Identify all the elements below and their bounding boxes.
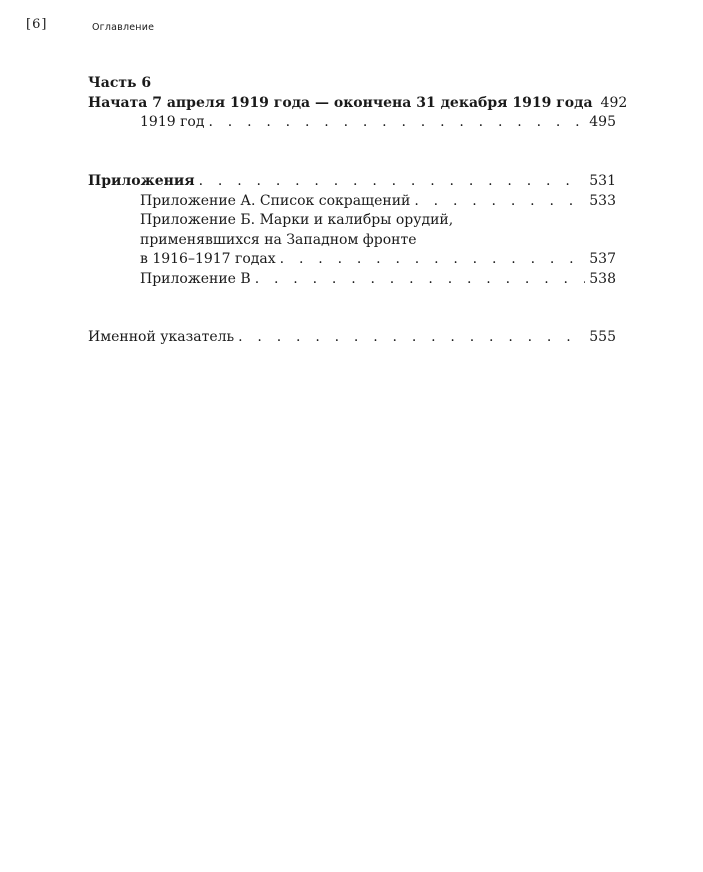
toc-entry-appendices[interactable] <box>88 172 616 192</box>
entry-title: Именной указатель <box>88 329 235 345</box>
entry-title: Начата 7 апреля 1919 года — окончена 31 декабря 1919 года <box>88 94 593 111</box>
toc-index <box>88 328 616 348</box>
entry-title: Приложения <box>88 173 195 189</box>
entry-title: Приложение А. Список сокращений <box>140 192 411 209</box>
entry-page: 555 <box>589 329 616 345</box>
toc-entry-part6-title[interactable] <box>88 94 628 114</box>
entry-page: 537 <box>589 251 616 267</box>
entry-page: 533 <box>589 192 616 209</box>
dot-leader <box>255 270 586 290</box>
dot-leader <box>199 172 586 192</box>
page-number: [6] <box>26 17 48 32</box>
running-head: Оглавление <box>92 22 155 33</box>
toc-part6 <box>88 74 628 133</box>
entry-title: Приложение В <box>140 270 251 287</box>
entry-title: 1919 год <box>140 114 205 130</box>
entry-page: 531 <box>589 173 616 189</box>
entry-page: 538 <box>589 270 616 287</box>
toc-entry-appendix-b[interactable] <box>88 250 616 270</box>
entry-title: в 1916–1917 годах <box>140 251 276 267</box>
toc-entry-appendix-a[interactable] <box>88 192 616 212</box>
dot-leader <box>208 113 585 133</box>
toc-entry-name-index[interactable] <box>88 328 616 348</box>
dot-leader <box>280 250 586 270</box>
dot-leader <box>238 328 585 348</box>
entry-page: 492 <box>600 94 628 111</box>
toc-entry-1919[interactable] <box>88 113 616 133</box>
entry-page: 495 <box>589 114 616 130</box>
toc-appendices <box>88 172 616 289</box>
dot-leader <box>414 192 585 212</box>
toc-entry-appendix-b-line2[interactable]: применявшихся на Западном фронте <box>140 231 417 248</box>
toc-entry-appendix-b-line1[interactable]: Приложение Б. Марки и калибры орудий, <box>140 212 454 228</box>
part-heading: Часть 6 <box>88 75 152 91</box>
toc-entry-appendix-v[interactable] <box>88 270 616 290</box>
